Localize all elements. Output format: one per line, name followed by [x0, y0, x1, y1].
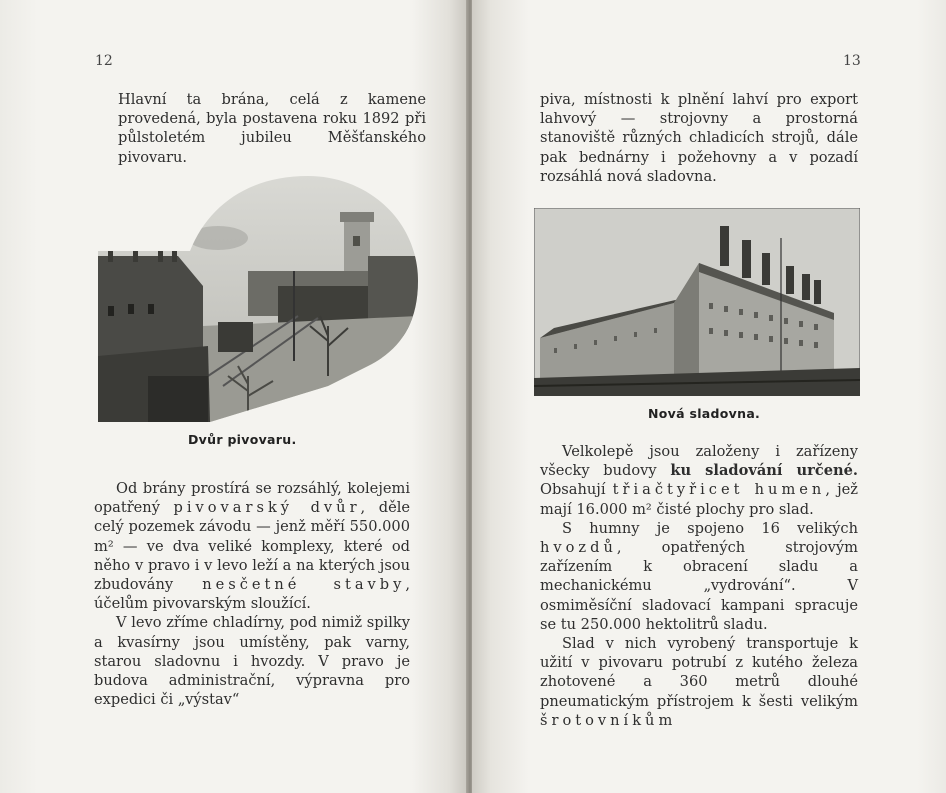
right-body-text	[540, 442, 858, 730]
left-body-text	[94, 479, 410, 709]
text-run: , děle celý pozemek závodu — jenž měří 550.000 m² — ve dva veliké komplexy, které od něho v pravo i v levo leží a na kterých jsou zbudovány	[94, 499, 411, 594]
page-number: 13	[843, 53, 861, 69]
text-run: Velkolepě jsou založeny i zařízeny všecky budovy	[540, 443, 858, 480]
paragraph: Hlavní ta brána, celá z kamene provedená, byla postavena roku 1892 při půlstoletém jubileu Měšťanského pivovaru.	[118, 91, 426, 166]
left-top-paragraph	[118, 90, 426, 167]
paragraph: piva, místnosti k plnění lahví pro export lahvový — strojovny a prostorná stanoviště různých chladicích strojů, dále pak bednárny i požehovny a v pozadí rozsáhlá nová sladovna.	[540, 91, 858, 185]
spaced-emphasis: nesčetné stavby	[202, 576, 406, 594]
spaced-emphasis: hvozdů	[540, 539, 617, 557]
page-number: 12	[95, 53, 113, 69]
right-top-paragraph	[540, 90, 858, 186]
paragraph: V levo zříme chladírny, pod nimiž spilky a kvasírny jsou umístěny, pak varny, starou sladovnu i hvozdy. V pravo je budova administrační, výpravna pro expedici či „výstav“	[94, 614, 410, 709]
text-run: , opatřených strojovým zařízením k obracení sladu a mechanickému „vydrování“. V osmiměsíční sladovací kampani spracuje se tu 250.000 hektolitrů sladu.	[540, 539, 858, 633]
bold-emphasis: ku sladování určené.	[670, 462, 858, 480]
paragraph	[540, 519, 858, 634]
paragraph	[540, 634, 858, 730]
spaced-emphasis: šrotovníkům	[540, 711, 677, 729]
courtyard-photo	[98, 176, 418, 422]
text-run: , účelům pivovarským sloužící.	[94, 576, 410, 613]
text-run: Obsahují	[540, 481, 613, 499]
text-run: Od brány prostírá se rozsáhlý, kolejemi opatřený	[94, 480, 410, 517]
spaced-emphasis: třiačtyřicet humen	[612, 481, 826, 499]
text-run: Slad v nich vyrobený transportuje k užití v pivovaru potrubí z kutého železa zhotovené a 360 metrů dlouhé pneumatickým přístrojem k šesti velikým	[540, 635, 858, 710]
text-run: S humny je spojeno 16 velikých	[562, 519, 858, 537]
right-page	[472, 0, 946, 793]
text-run: , jež mají 16.000 m² čisté plochy pro slad.	[540, 481, 858, 518]
left-page	[0, 0, 468, 793]
figure-caption: Dvůr pivovaru.	[188, 432, 297, 447]
paragraph	[540, 442, 858, 519]
malthouse-photo	[534, 208, 860, 396]
spaced-emphasis: pivovarský dvůr	[173, 499, 361, 517]
paragraph	[94, 479, 410, 613]
figure-caption: Nová sladovna.	[648, 406, 761, 421]
